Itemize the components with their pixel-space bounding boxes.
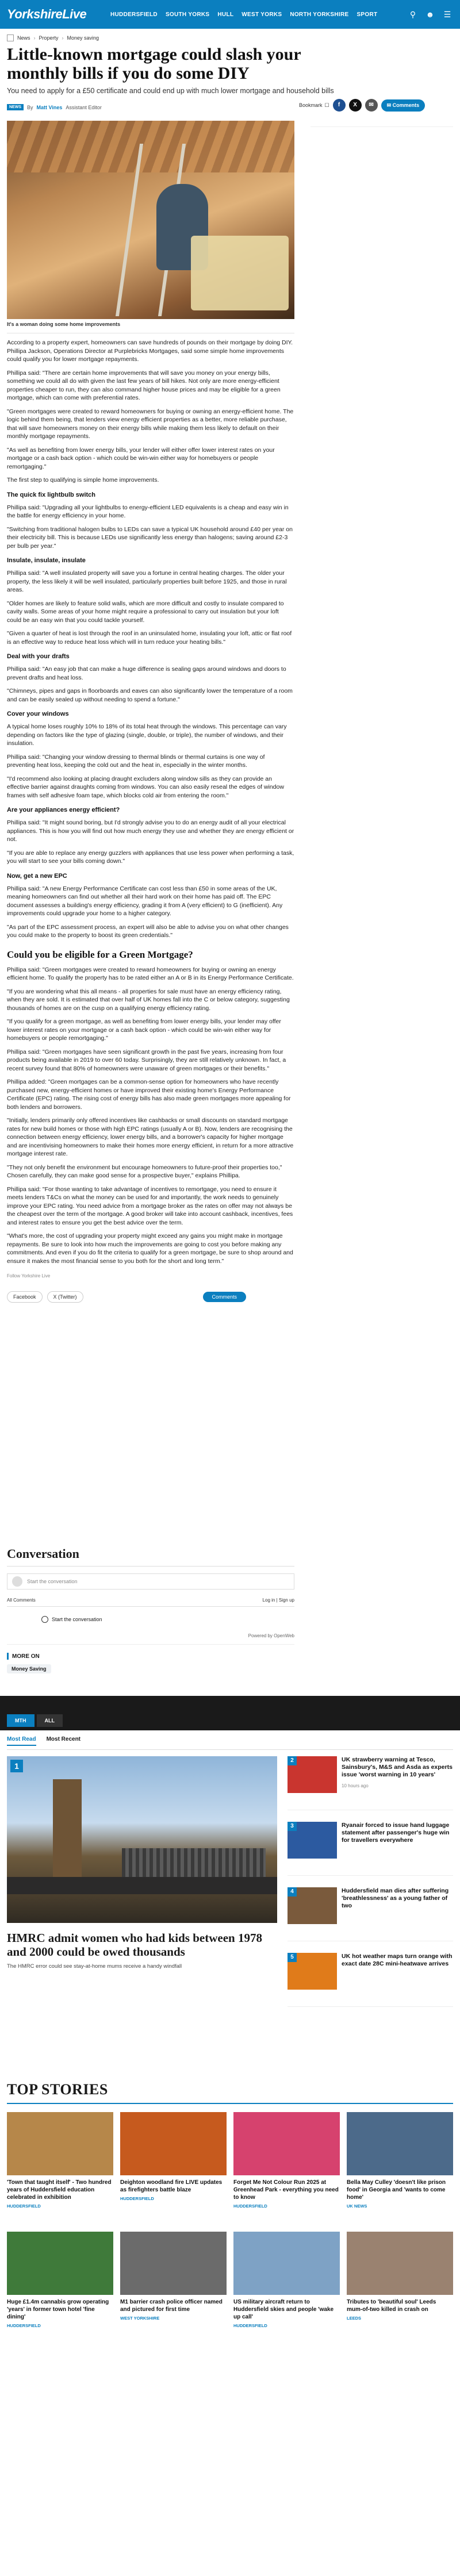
paragraph: "As well as benefiting from lower energy bills, your lender will either offer lower interest rates on your mortgage or a cash back option - which could be win-win either way for homebuyers or people remortgaging." (7, 446, 275, 470)
breadcrumb-separator: › (62, 35, 64, 41)
paragraph: Phillipa said: "Changing your window dressing to thermal blinds or thermal curtains is one way of preventing heat loss, keeping the cold out and the heat in, especially in the winter months. (7, 753, 265, 769)
paragraph: The first step to qualifying is simple home improvements. (7, 477, 159, 483)
paragraph: "If you are able to replace any energy guzzlers with appliances that use less power when performing a task, you will start to see your bills coming down." (7, 849, 294, 865)
avatar (12, 1576, 22, 1587)
hero-image (7, 121, 294, 319)
nav-item-hull[interactable]: HULL (217, 11, 234, 18)
login-links[interactable]: Log in | Sign up (262, 1598, 294, 1603)
author-role: Assistant Editor (66, 104, 102, 110)
story-kicker: LEEDS (347, 2316, 362, 2321)
masthead (0, 0, 460, 29)
list-item-text: UK hot weather maps turn orange with exact date 28C mini-heatwave arrives (342, 1953, 453, 1967)
story-kicker: HUDDERSFIELD (233, 2203, 267, 2209)
section-heading: Now, get a new EPC (7, 872, 67, 880)
list-item-text: Huddersfield man dies after suffering 'breathlessness' as a young father of two (342, 1887, 449, 1909)
conversation-meta (7, 1598, 294, 1607)
paragraph: "Green mortgages were created to reward homeowners for buying or owning an energy-efficient home. The logic behind them being, that lenders view energy efficient properties as a better, more reliable purchase, that will save homeowners money on their energy bills while making them less likely to default on their monthly mortgage repayments. (7, 408, 294, 440)
story-title: Bella May Culley 'doesn't like prison food' in Georgia and 'wants to come home' (347, 2179, 446, 2201)
breadcrumb (0, 29, 460, 45)
story-kicker: HUDDERSFIELD (7, 2203, 41, 2209)
paragraph: According to a property expert, homeowners can save hundreds of pounds on their mortgage by doing DIY. Phillipa Jackson, Operations Director at Purplebricks Mortgages, said some simple home improvements could qualify you for lower mortgage repayments. (7, 339, 293, 363)
byline-prefix: By (27, 104, 33, 110)
paragraph: "Switching from traditional halogen bulbs to LEDs can save a typical UK household around £40 per year on their electricity bill. This is because LEDs use significantly less energy than halogens; saving around £2-3 per bulb per year." (7, 525, 293, 550)
author-link[interactable]: Matt Vines (36, 104, 63, 110)
top-stories (7, 2081, 453, 2328)
most-read-tabs (7, 1736, 453, 1750)
facebook-icon[interactable]: f (333, 99, 346, 112)
top-stories-row (7, 2112, 453, 2209)
account-icon[interactable]: ☻ (425, 10, 435, 19)
featured-title[interactable]: HMRC admit women who had kids between 1978 and 2000 could be owed thousands (7, 1931, 262, 1959)
news-badge: NEWS (7, 104, 24, 110)
rank-number: 2 (288, 1756, 297, 1765)
comment-input[interactable] (7, 1573, 294, 1590)
caption-text: It's a woman doing some home improvements (7, 321, 121, 327)
paragraph: Phillipa said: "For those wanting to take advantage of incentives to remortgage, you need to ensure it meets lenders T&Cs on what the money can be used for and importantly, the work needs to genuinely improve your EPC rating. You need advice from a mortgage broker as the rates on offer may not always be the cheapest over the term of the mortgage. A good broker will take into account cashback, incentives, fees and interest rates to ensure you get the best advice over the term. (7, 1185, 293, 1226)
breadcrumb-property[interactable]: Property (39, 35, 59, 41)
story-thumbnail (233, 2232, 340, 2295)
story-thumbnail (233, 2112, 340, 2175)
top-stories-row (7, 2232, 453, 2328)
section-heading: Insulate, insulate, insulate (7, 557, 86, 564)
nav-item-sport[interactable]: SPORT (356, 11, 378, 18)
paragraph: Phillipa said: "There are certain home improvements that will save you money on your energy bills, something we could all do with given the last few years of bill hikes. Not only are more energy-efficient properties cheaper to run, they can also command higher house prices and may be eligible for a green mortgage, which can come with preferential rates. (7, 369, 281, 401)
menu-icon[interactable]: ☰ (443, 10, 451, 19)
article-body (7, 121, 294, 1303)
share-bar (299, 99, 425, 112)
paragraph: "Older homes are likely to feature solid walls, which are more difficult and costly to insulate compared to cavity walls. Some areas of your home might require a professional to carry out insulation but your loft could be an easy win that you could tackle yourself. (7, 600, 284, 624)
story-kicker: WEST YORKSHIRE (120, 2316, 160, 2321)
top-nav (110, 11, 377, 18)
section-heading: Cover your windows (7, 711, 69, 717)
top-stories-title: TOP STORIES (7, 2081, 453, 2104)
home-icon[interactable] (7, 34, 14, 41)
email-icon[interactable]: ✉ (365, 99, 378, 112)
start-conversation[interactable] (7, 1616, 294, 1623)
thumbnail (288, 1756, 337, 1793)
paragraph: "They not only benefit the environment but encourage homeowners to future-proof their properties too," Chosen carefully, they can make good sense for a prospective buyer," explains Phillipa. (7, 1164, 282, 1179)
story-thumbnail (120, 2112, 227, 2175)
story-card[interactable] (347, 2232, 453, 2328)
share-footer (7, 1291, 294, 1303)
breadcrumb-news[interactable]: News (17, 35, 30, 41)
story-kicker: UK NEWS (347, 2203, 367, 2209)
story-thumbnail (347, 2112, 453, 2175)
paragraph: Phillipa added: "Green mortgages can be a common-sense option for homeowners who have recently purchased new, energy-efficient homes or have improved their existing home's Energy Performance Certificate (EPC) rating. The rising cost of energy bills has also made green mortgages more appealing for both lenders and borrowers. (7, 1078, 291, 1111)
more-on-label: MORE ON (12, 1653, 40, 1660)
paragraph: Phillipa said: "Green mortgages were created to reward homeowners for buying or owning an energy efficient home. To qualify the property has to be rated either an A or B in its Energy Performance Certificate. (7, 966, 294, 981)
section-heading: Deal with your drafts (7, 653, 70, 660)
story-card[interactable] (120, 2112, 227, 2209)
advert-rail (310, 126, 453, 144)
bookmark-button[interactable] (299, 102, 329, 109)
story-card[interactable] (233, 2112, 340, 2209)
topic-pill[interactable]: Money Saving (7, 1664, 51, 1673)
nav-item-south-yorks[interactable]: SOUTH YORKS (165, 11, 210, 18)
nav-item-west-yorks[interactable]: WEST YORKS (241, 11, 282, 18)
tab-mth[interactable]: MTH (7, 1714, 34, 1727)
list-item[interactable] (288, 1953, 453, 2007)
thumbnail (288, 1887, 337, 1924)
conversation-title: Conversation (7, 1546, 294, 1567)
bookmark-label: Bookmark (299, 102, 323, 108)
list-item-title (342, 1887, 453, 1935)
paragraph: "What's more, the cost of upgrading your property might exceed any gains you might make in mortgage repayments. Be sure to look into how much the improvements are going to cost you before making any commitments. And even if you do fit the criteria to qualify for a green mortgage, be sure to shop around and ensure it makes the most financial sense to you both for the short and long term." (7, 1233, 293, 1265)
paragraph: "As part of the EPC assessment process, an expert will also be able to advise you on what other changes you could make to the property to boost its green credentials." (7, 923, 289, 939)
paragraph: "If you are wondering what this all means - all properties for sale must have an energy efficiency rating, when they are sold. It is estimated that over half of UK homes fall into the C or below category, suggesting thousands of homes are on the cusp on a qualifying energy efficiency rating. (7, 988, 290, 1012)
story-kicker: HUDDERSFIELD (7, 2323, 41, 2328)
comments-label: Comments (392, 102, 420, 108)
story-title: Tributes to 'beautiful soul' Leeds mum-of-two killed in crash on (347, 2299, 436, 2313)
band-tabs (7, 1714, 63, 1727)
list-item-title (342, 1756, 453, 1804)
story-thumbnail (7, 2112, 113, 2175)
paragraph: "If you qualify for a green mortgage, as well as benefiting from lower energy bills, your lender may offer lower interest rates on your mortgage or a cash back option - which could be win-win either way for homebuyers or people remortgaging." (7, 1018, 281, 1042)
thumbnail (288, 1822, 337, 1859)
paragraph: Phillipa said: "An easy job that can make a huge difference is sealing gaps around windows and doors to prevent drafts and heat loss. (7, 666, 286, 681)
tab-all[interactable]: ALL (37, 1714, 63, 1727)
paragraph: Phillipa said: "It might sound boring, but I'd strongly advise you to do an energy audit of all your electrical appliances. This is how you will find out how much energy they use and whether they are energy efficient or not. (7, 819, 294, 843)
timestamp: 10 hours ago (342, 1783, 369, 1788)
comment-placeholder: Start the conversation (27, 1579, 78, 1584)
tab-most-read[interactable]: Most Read (7, 1736, 36, 1746)
story-card[interactable] (7, 2232, 113, 2328)
featured-image (7, 1756, 277, 1923)
footer-comments-button[interactable]: Comments (203, 1292, 247, 1302)
list-item-title (342, 1953, 453, 2001)
image-caption (7, 319, 294, 333)
rank-number: 5 (288, 1953, 297, 1962)
paragraph: Phillipa said: "Upgrading all your lightbulbs to energy-efficient LED equivalents is a cheap and easy win in the battle for energy efficiency in your home. (7, 504, 289, 519)
chat-icon (41, 1616, 48, 1623)
site-logo[interactable]: YorkshireLive (7, 7, 87, 21)
story-card[interactable] (7, 2112, 113, 2209)
story-title: Deighton woodland fire LIVE updates as firefighters battle blaze (120, 2179, 223, 2193)
story-title: US military aircraft return to Huddersfield skies and people 'wake up call' (233, 2299, 334, 2320)
paragraph: "I'd recommend also looking at placing draught excluders along window sills as they can provide an effective barrier against draughts coming from windows. You can also easily reseal the edges of window frames with self adhesive foam tape, which blocks cold air from entering the room." (7, 775, 284, 799)
list-item[interactable] (288, 1756, 453, 1810)
conversation-section (7, 1546, 294, 1645)
story-kicker: HUDDERSFIELD (120, 2196, 154, 2201)
paragraph: Phillipa said: "A new Energy Performance Certificate can cost less than £50 in some areas of the UK, meaning homeowners can find out whether all their hard work on their home has paid off. The EPC document assesses a building's energy efficiency, grading it from A (very efficient) to G (inefficient). Any improvements could upgrade your home to a higher category. (7, 885, 283, 917)
paragraph: Phillipa said: "Green mortgages have seen significant growth in the past five years, increasing from four products being available in 2019 to over 60 today. Surprisingly, they are still relatively unknown. In fact, a recent survey found that 80% of homeowners were unaware of green mortgages or their benefits." (7, 1048, 286, 1072)
section-heading: The quick fix lightbulb switch (7, 491, 96, 498)
list-item-text: UK strawberry warning at Tesco, Sainsbury's, M&S and Asda as experts issue 'worst warning in 10 years' (342, 1756, 453, 1778)
story-kicker: HUDDERSFIELD (233, 2323, 267, 2328)
list-item-title (342, 1822, 453, 1869)
tab-most-recent[interactable]: Most Recent (46, 1736, 81, 1742)
green-mortgage-heading: Could you be eligible for a Green Mortgage? (7, 949, 193, 960)
rank-number: 3 (288, 1822, 297, 1831)
story-card[interactable] (233, 2232, 340, 2328)
story-thumbnail (120, 2232, 227, 2295)
breadcrumb-separator: › (33, 35, 36, 41)
share-facebook-button[interactable]: Facebook (7, 1291, 43, 1303)
rank-number: 4 (288, 1887, 297, 1897)
story-card[interactable] (347, 2112, 453, 2209)
breadcrumb-money-saving[interactable]: Money saving (67, 35, 99, 41)
featured-story[interactable] (7, 1756, 277, 1970)
bridge (7, 1877, 277, 1894)
most-read-list (288, 1756, 453, 2018)
more-on-header (7, 1653, 294, 1660)
story-title: 'Town that taught itself' - Two hundred years of Huddersfield education celebrated in exhibition (7, 2179, 112, 2201)
insulation (191, 236, 289, 310)
story-title: M1 barrier crash police officer named and pictured for first time (120, 2299, 223, 2313)
start-conversation-label: Start the conversation (52, 1617, 102, 1622)
paragraph: "Given a quarter of heat is lost through the roof in an uninsulated home, insulating your loft, attic or flat roof is an effective way to reduce heat loss which will in turn reduce your heating bills." (7, 630, 292, 646)
accent-bar (7, 1653, 9, 1660)
list-item-text: Ryanair forced to issue hand luggage statement after passenger's huge win for travellers everywhere (342, 1822, 450, 1844)
paragraph: "Chimneys, pipes and gaps in floorboards and eaves can also significantly lower the temperature of a room and can be easily sealed up without needing to spend a fortune." (7, 688, 293, 703)
paragraph: "Initially, lenders primarily only offered incentives like cashbacks or small discounts on standard mortgage rates for new build homes or those with high EPC ratings (usually A or B). Now, lenders are recognising the connection between energy efficiency, lower energy bills, and a borrower's capacity for higher mortgage and are incentivising homeowners to make their homes more energy efficient, in return for a more attractive mortgage interest rate. (7, 1117, 294, 1157)
search-icon[interactable]: ⚲ (409, 10, 416, 19)
nav-item-north-yorkshire[interactable]: NORTH YORKSHIRE (290, 11, 349, 18)
twitter-icon[interactable]: X (349, 99, 362, 112)
paragraph: Phillipa said: "A well insulated property will save you a fortune in central heating charges. The older your property, the less likely it will be well insulated, particularly properties built before 1925, and those in rural areas. (7, 570, 287, 593)
dark-band (0, 1696, 460, 1730)
section-heading: Are your appliances energy efficient? (7, 807, 120, 813)
rank-number: 1 (10, 1760, 23, 1772)
list-item[interactable] (288, 1822, 453, 1876)
powered-by: Powered by OpenWeb (7, 1633, 294, 1645)
featured-subtitle: The HMRC error could see stay-at-home mums receive a handy windfall (7, 1963, 182, 1970)
comments-button[interactable]: ✉ Comments (381, 99, 425, 112)
story-title: Forget Me Not Colour Run 2025 at Greenhead Park - everything you need to know (233, 2179, 339, 2201)
story-title: Huge £1.4m cannabis grow operating 'years' in former town hotel 'fine dining' (7, 2299, 109, 2320)
paragraph: A typical home loses roughly 10% to 18% of its total heat through the windows. This percentage can vary depending on factors like the type of glazing (single, double, or triple), the number of windows, and their insulation. (7, 723, 287, 747)
nav-item-huddersfield[interactable]: HUDDERSFIELD (110, 11, 158, 18)
share-twitter-button[interactable]: X (Twitter) (47, 1291, 83, 1303)
page-title: Little-known mortgage could slash your monthly bills if you do some DIY (7, 45, 301, 83)
comment-count[interactable]: All Comments (7, 1598, 36, 1603)
list-item[interactable] (288, 1887, 453, 1941)
story-thumbnail (7, 2232, 113, 2295)
standfirst: You need to apply for a £50 certificate and could end up with much lower mortgage and household bills (7, 87, 334, 95)
bookmark-icon: ☐ (324, 102, 329, 108)
story-thumbnail (347, 2232, 453, 2295)
header-actions (407, 9, 453, 20)
more-on-section (7, 1653, 294, 1673)
thumbnail (288, 1953, 337, 1990)
follow-note: Follow Yorkshire Live (7, 1273, 51, 1279)
story-card[interactable] (120, 2232, 227, 2328)
